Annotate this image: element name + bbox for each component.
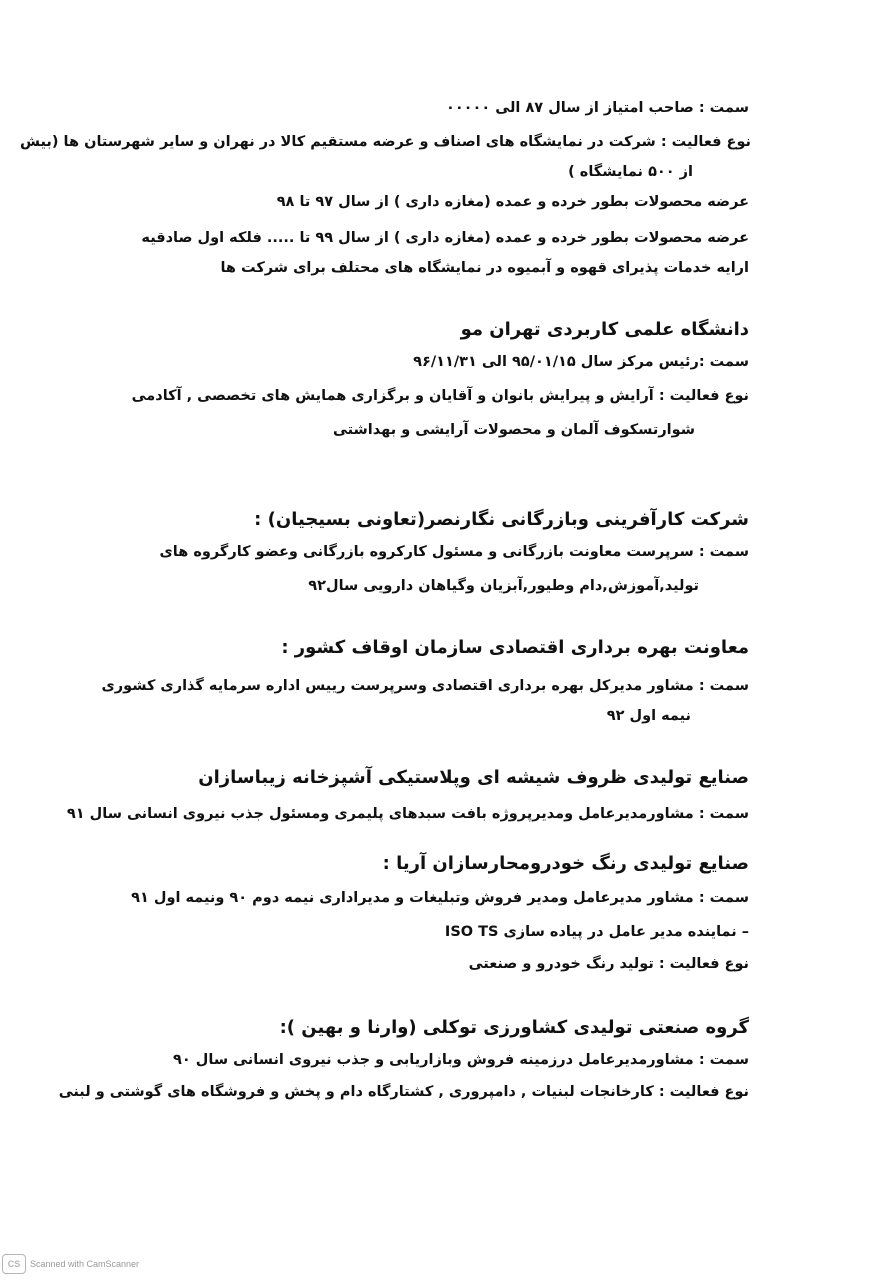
camscanner-label: Scanned with CamScanner bbox=[30, 1259, 140, 1269]
block4-position-line: سمت : مشاور مدیرکل بهره برداری اقتصادی وسرپرست رییس اداره سرمایه گذاری کشوری bbox=[101, 678, 749, 694]
block3-position-line: سمت : سرپرست معاونت بازرگانی و مسئول کارکروه بازرگانی وعضو کارگروه های bbox=[159, 544, 749, 560]
block2-heading: دانشگاه علمی کاربردی تهران مو bbox=[460, 319, 749, 340]
block4-heading: معاونت بهره برداری اقتصادی سازمان اوقاف کشور : bbox=[281, 637, 749, 658]
block5-heading: صنایع تولیدی ظروف شیشه ای وپلاستیکی آشپزخانه زیباسازان bbox=[198, 767, 749, 788]
block3-heading: شرکت کارآفرینی وبازرگانی نگارنصر(تعاونی بسیجیان) : bbox=[254, 509, 749, 530]
block1-retail-line-2: عرضه محصولات بطور خرده و عمده (مغازه داری ) از سال ۹۹ تا ..... فلکه اول صادقیه bbox=[141, 230, 749, 246]
block1-activity-line: نوع فعالیت : شرکت در نمایشگاه های اصناف و عرضه مستقیم کالا در نهران و سایر شهرستان ها (بیش bbox=[20, 134, 751, 150]
camscanner-logo: CS bbox=[2, 1254, 26, 1274]
block1-services-line: ارایه خدمات پذیرای قهوه و آبمیوه در نمایشگاه های محتلف برای شرکت ها bbox=[220, 260, 749, 276]
block1-position-line: سمت : صاحب امتیاز از سال ۸۷ الی ۰۰۰۰۰ bbox=[445, 100, 749, 116]
block1-activity-continued: از ۵۰۰ نمایشگاه ) bbox=[568, 164, 693, 180]
block1-retail-line-1: عرضه محصولات بطور خرده و عمده (مغازه داری ) از سال ۹۷ تا ۹۸ bbox=[276, 194, 749, 210]
block2-position-line: سمت :رئیس مرکز سال ۹۵/۰۱/۱۵ الی ۹۶/۱۱/۳۱ bbox=[413, 354, 749, 370]
block7-heading: گروه صنعتی تولیدی کشاورزی توکلی (وارنا و بهین ): bbox=[279, 1017, 749, 1038]
block7-activity-line: نوع فعالیت : کارخانجات لبنیات , دامپروری , کشتارگاه دام و پخش و فروشگاه های گوشتی و لبنی bbox=[58, 1084, 749, 1100]
block2-activity-line: نوع فعالیت : آرایش و پیرایش بانوان و آقایان و برگزاری همایش های تخصصی , آکادمی bbox=[131, 388, 749, 404]
block3-position-continued: تولید,آموزش,دام وطیور,آبزیان وگیاهان دارویی سال۹۲ bbox=[308, 578, 699, 594]
camscanner-watermark bbox=[2, 1254, 139, 1274]
block4-position-continued: نیمه اول ۹۲ bbox=[606, 708, 691, 724]
block6-heading: صنایع تولیدی رنگ خودرومحارسازان آریا : bbox=[382, 853, 749, 874]
block6-representative-line: – نماینده مدیر عامل در پیاده سازی ISO TS bbox=[444, 924, 749, 940]
block2-activity-continued: شوارتسکوف آلمان و محصولات آرایشی و بهداشتی bbox=[332, 422, 695, 438]
block6-position-line: سمت : مشاور مدیرعامل ومدیر فروش وتبلیغات و مدیراداری نیمه دوم ۹۰ ونیمه اول ۹۱ bbox=[131, 890, 749, 906]
block6-activity-line: نوع فعالیت : تولید رنگ خودرو و صنعتی bbox=[468, 956, 749, 972]
block7-position-line: سمت : مشاورمدیرعامل درزمینه فروش وبازاریابی و جذب نیروی انسانی سال ۹۰ bbox=[173, 1052, 749, 1068]
block5-position-line: سمت : مشاورمدیرعامل ومدیرپروژه بافت سبدهای پلیمری ومسئول جذب نیروی انسانی سال ۹۱ bbox=[66, 806, 749, 822]
